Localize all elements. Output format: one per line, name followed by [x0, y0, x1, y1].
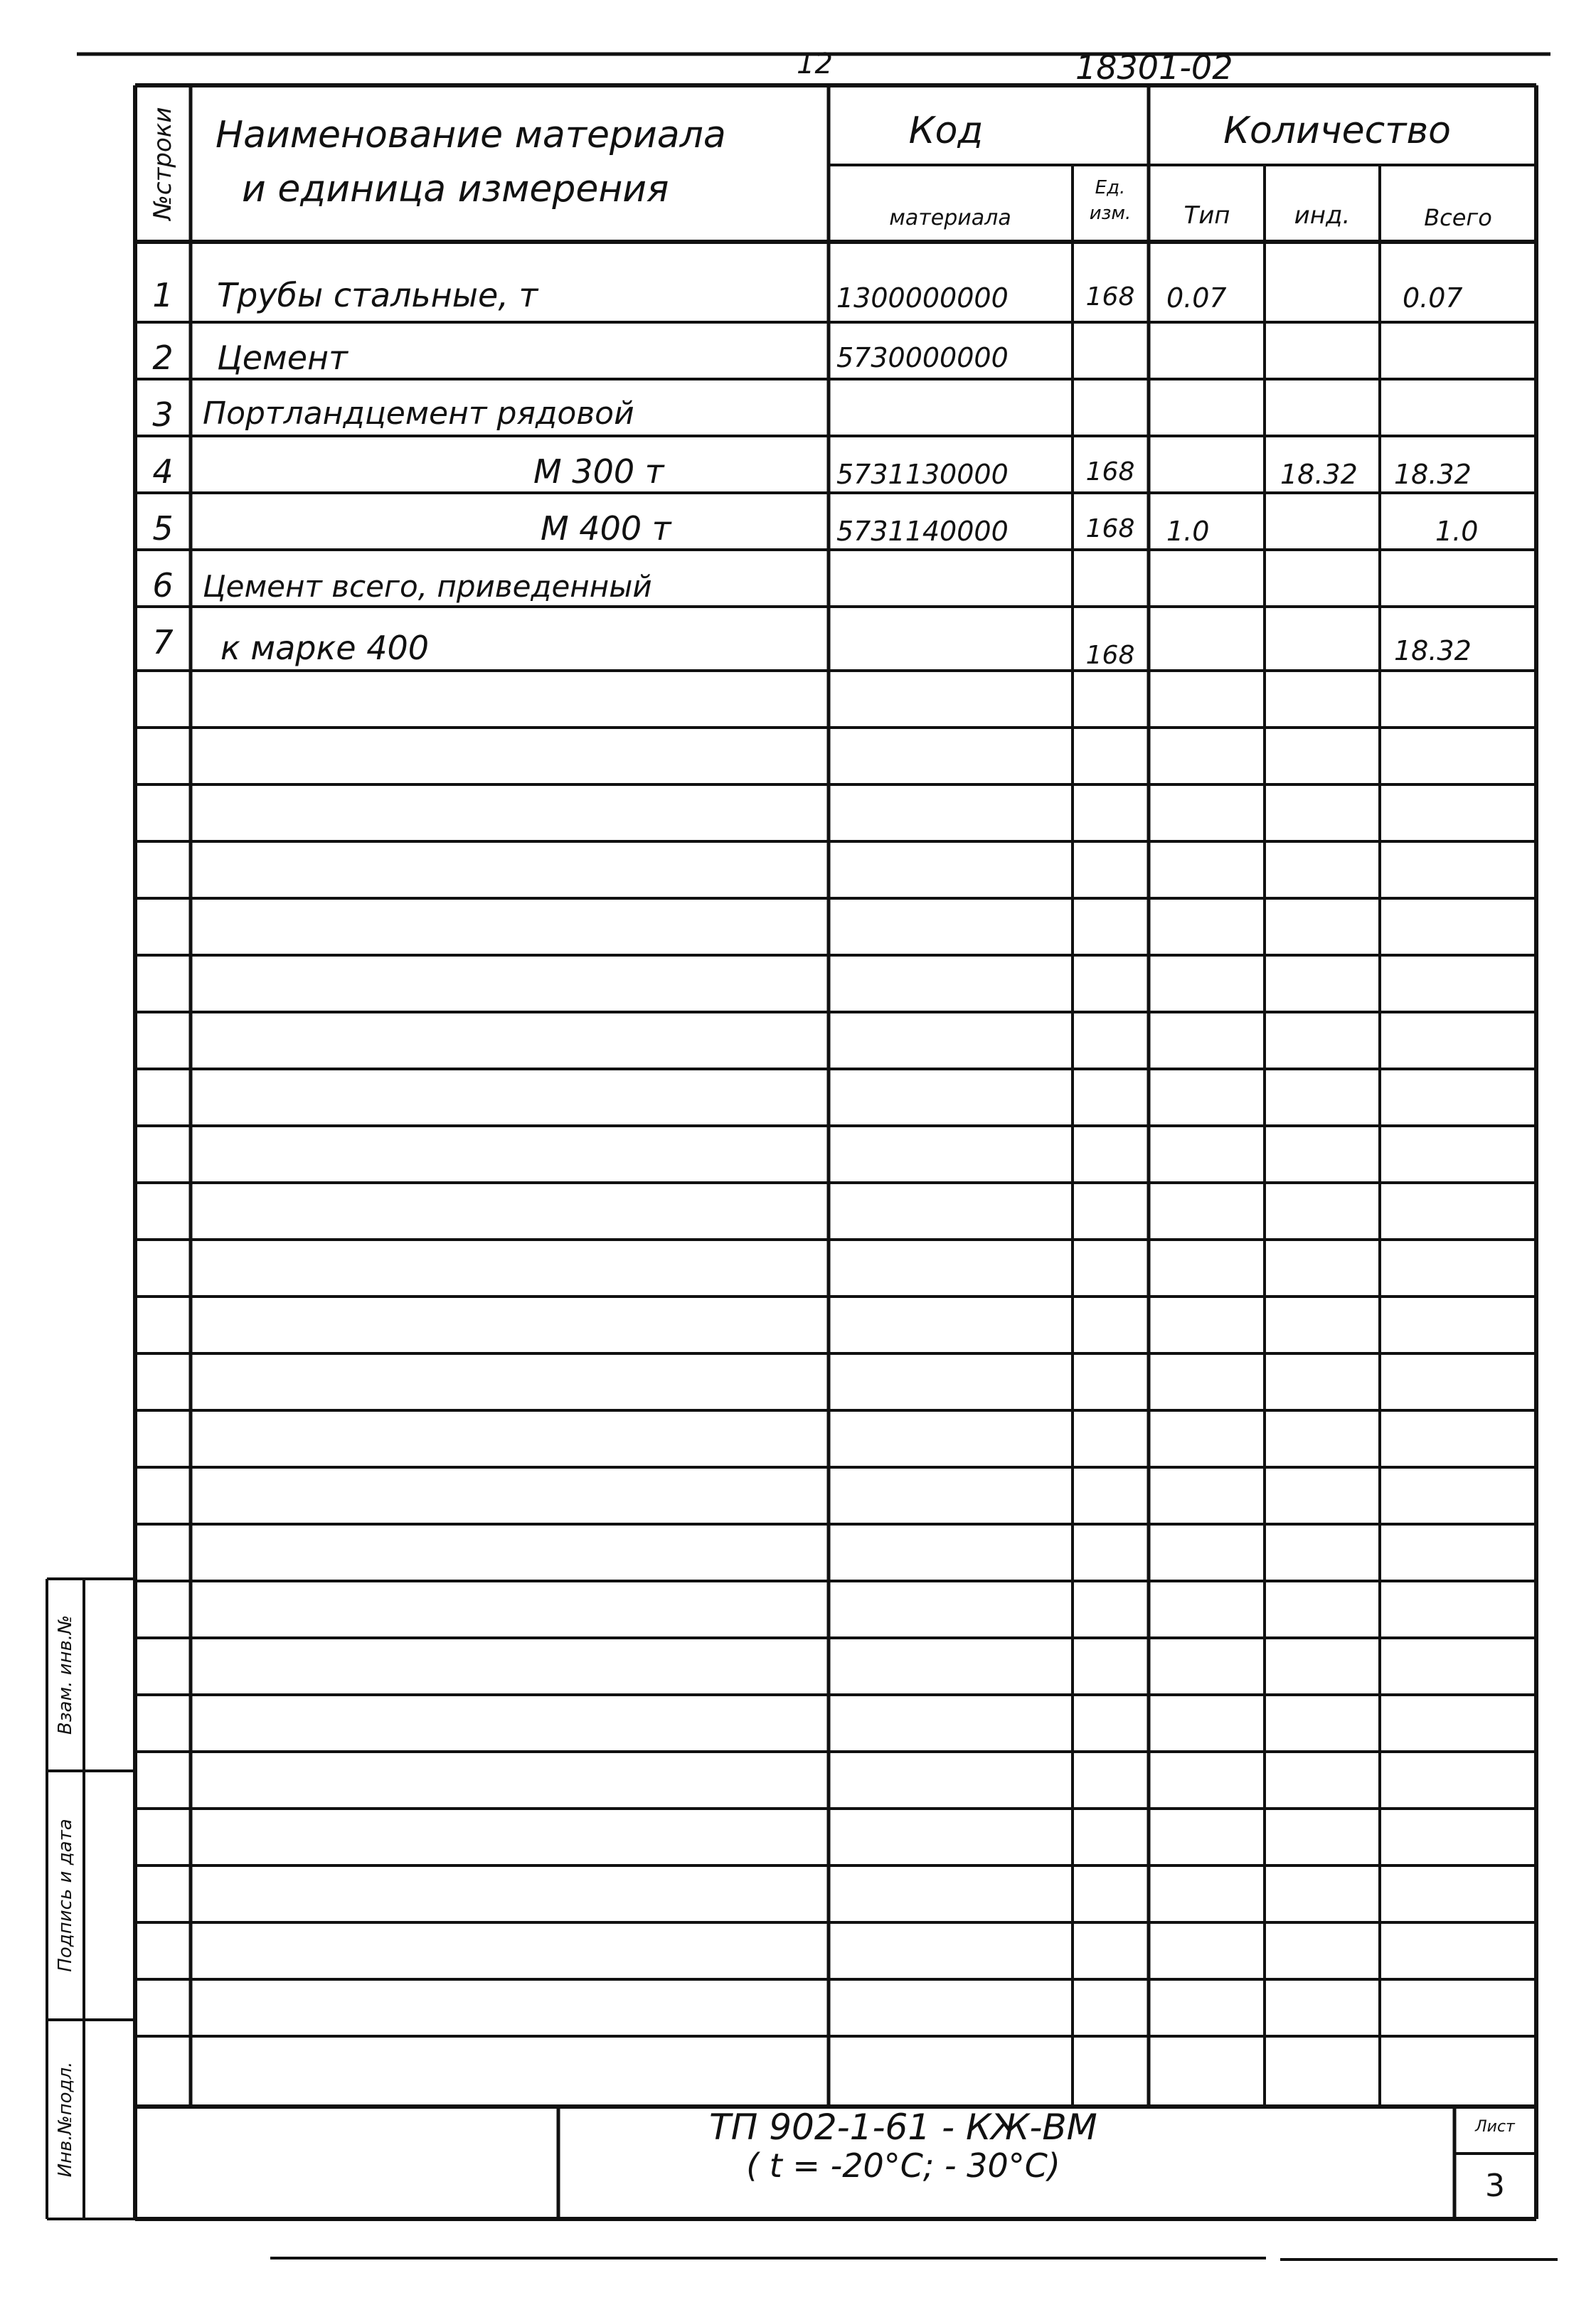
row-number: 4: [152, 452, 174, 491]
row-name: к марке 400: [220, 629, 430, 667]
row-name: Цемент: [217, 339, 348, 377]
row-total: 18.32: [1394, 635, 1472, 666]
row-code: 5731140000: [836, 516, 1009, 547]
stamp-inventory-original: Инв.№подл.: [55, 2061, 76, 2178]
header-quantity: Количество: [1223, 110, 1451, 152]
row-type: 0.07: [1166, 282, 1227, 314]
row-total: 18.32: [1394, 459, 1472, 490]
header-qty-total: Всего: [1424, 204, 1492, 231]
row-code: 1300000000: [836, 282, 1009, 314]
row-number: 3: [152, 395, 174, 434]
row-unit: 168: [1085, 514, 1135, 543]
document-code: 18301-02: [1075, 48, 1233, 87]
row-name: М 300 т: [533, 452, 664, 491]
row-code: 5731130000: [836, 459, 1009, 490]
header-name-line1: Наименование материала: [216, 114, 726, 156]
row-unit: 168: [1085, 457, 1135, 486]
header-row-number: №строки: [149, 107, 177, 220]
sheet-number: 3: [1485, 2168, 1505, 2204]
header-qty-type: Тип: [1183, 201, 1230, 230]
row-number: 5: [152, 509, 174, 548]
row-code: 5730000000: [836, 342, 1009, 373]
header-code: Код: [908, 110, 984, 152]
row-name: М 400 т: [541, 509, 671, 548]
row-unit: 168: [1085, 641, 1135, 670]
row-total: 1.0: [1435, 516, 1479, 547]
stamp-replacement-inventory: Взам. инв.№: [55, 1614, 76, 1735]
row-unit: 168: [1085, 282, 1135, 312]
row-number: 2: [152, 339, 174, 377]
row-total: 0.07: [1403, 282, 1463, 314]
page-number: 12: [797, 48, 833, 80]
document-designation: ТП 902-1-61 - КЖ-ВМ: [709, 2107, 1097, 2148]
row-name: Трубы стальные, т: [217, 276, 538, 314]
document-subtitle: ( t = -20°С; - 30°С): [746, 2146, 1060, 2185]
header-code-unit: Ед. изм.: [1089, 177, 1132, 224]
header-code-material: материала: [889, 206, 1011, 230]
sheet-label: Лист: [1475, 2118, 1515, 2136]
stamp-signature-date: Подпись и дата: [55, 1819, 76, 1972]
row-number: 1: [152, 276, 174, 314]
header-name-line2: и единица измерения: [242, 168, 669, 211]
row-name: Портландцемент рядовой: [203, 395, 634, 432]
row-ind: 18.32: [1280, 459, 1358, 490]
row-type: 1.0: [1166, 516, 1210, 547]
header-qty-ind: инд.: [1294, 201, 1351, 230]
row-name: Цемент всего, приведенный: [203, 569, 652, 604]
row-number: 6: [152, 566, 174, 605]
row-number: 7: [152, 623, 174, 661]
